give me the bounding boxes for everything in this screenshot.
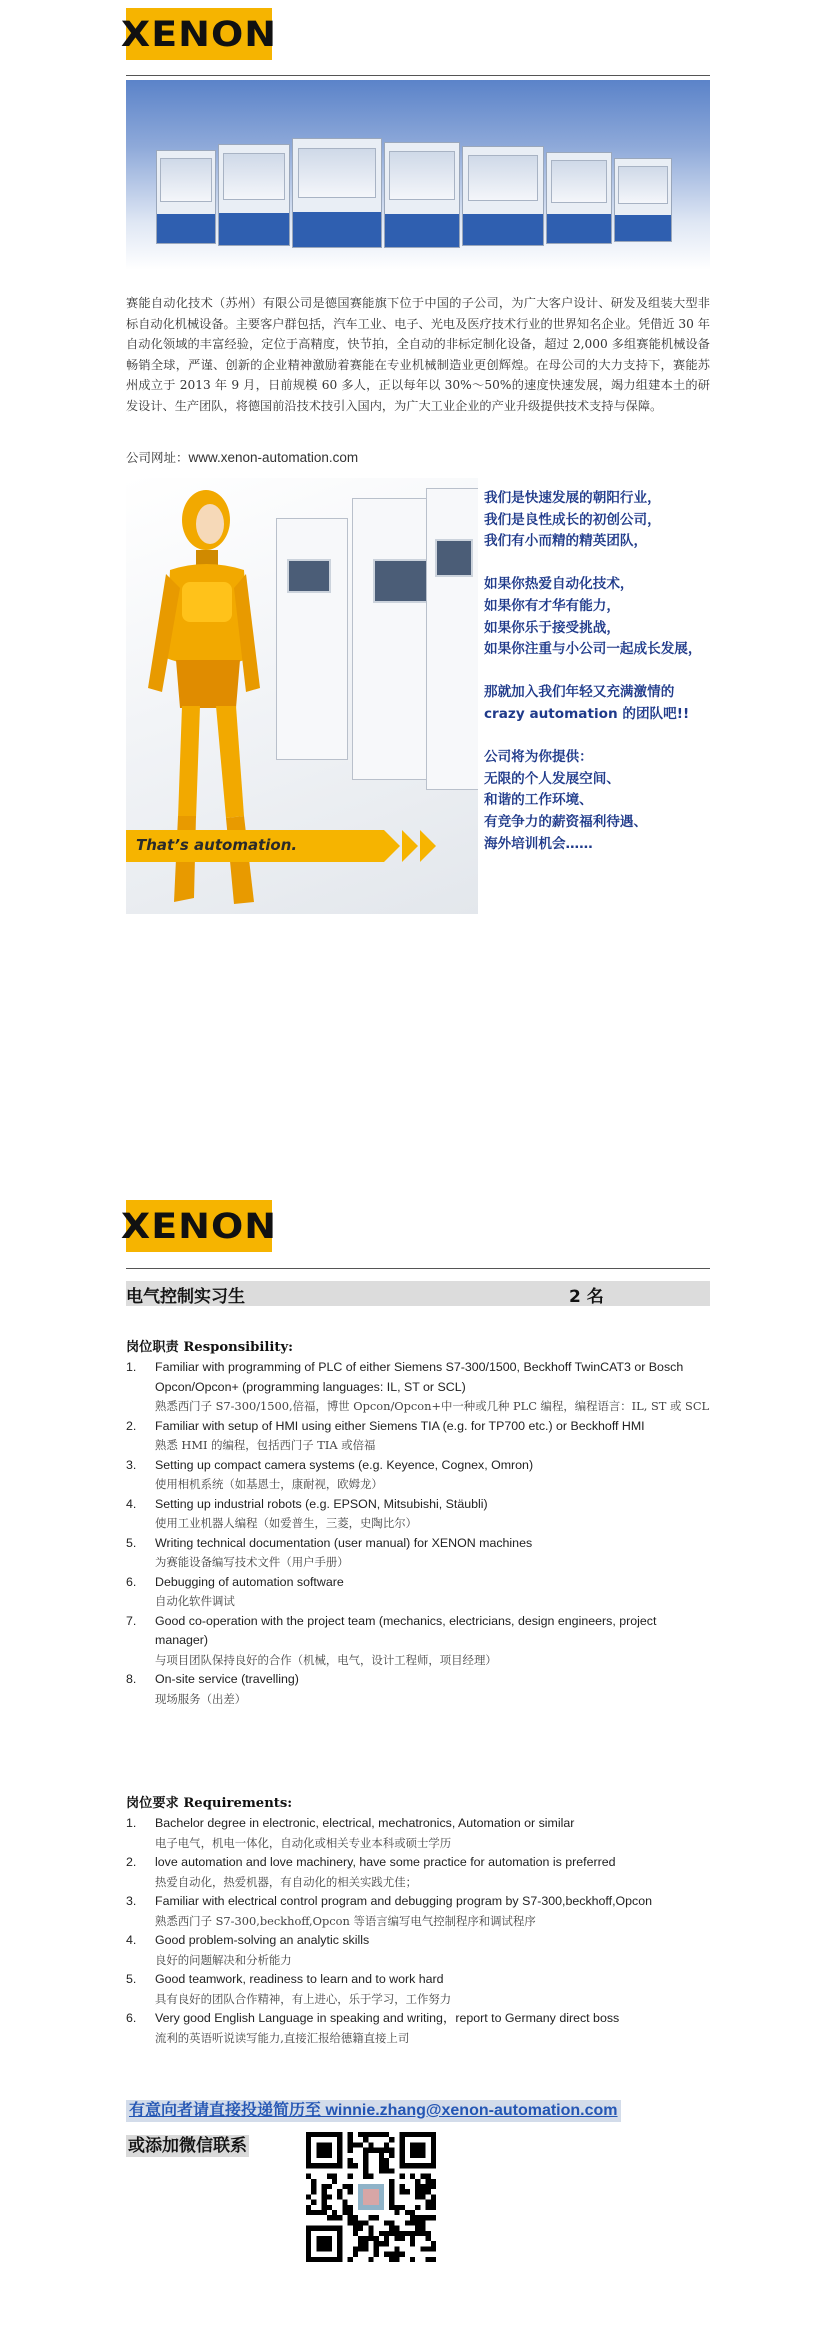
list-item — [126, 1814, 710, 1853]
machine-unit — [462, 146, 544, 246]
requirements-heading: 岗位要求 Requirements: — [126, 1796, 293, 1811]
pitch-gap — [484, 726, 710, 748]
item-chinese: 热爱自动化，热爱机器，有自动化的相关实践尤佳； — [155, 1874, 417, 1889]
list-item — [126, 1417, 710, 1456]
company-intro: 赛能自动化技术（苏州）有限公司是德国赛能旗下位于中国的子公司，为广大客户设计、研发及组装大型非标自动化机械设备。主要客户群包括，汽车工业、电子、光电及医疗技术行业的世界知名企业。凭借近 30 年自动化领域的丰富经验，定位于高精度，快节拍，全自动的非标定制化设备，超过 2,000 多组赛能机械设备畅销全球，严谨、创新的企业精神激励着赛能在专业机械制造业更创辉煌。在母公司的大力支持下，赛能苏州成立于 2013 年 9 月，日前规模 60 多人，正以每年以 30%～50%的速度快速发展，竭力组建本土的研发设计、生产团队，将德国前沿技术技引入国内，为广大工业企业的产业升级提供技术支持与保障。 — [126, 296, 710, 413]
list-item — [126, 1534, 710, 1573]
item-english: Setting up industrial robots (e.g. EPSON, Mitsubishi, Stäubli) — [155, 1496, 488, 1511]
xenon-logo — [120, 1200, 278, 1252]
item-english: Good teamwork, readiness to learn and to work hard — [155, 1972, 444, 1986]
item-number: 4. — [126, 1496, 137, 1511]
requirements-list — [126, 1814, 710, 2048]
pitch-line: 如果你注重与小公司一起成长发展， — [484, 641, 702, 658]
xenon-logo — [120, 8, 278, 60]
machine-unit — [614, 158, 672, 242]
pitch-line: 无限的个人发展空间、 — [484, 770, 620, 787]
list-item — [126, 1358, 710, 1417]
list-item — [126, 1970, 710, 2009]
robot-factory-image — [126, 478, 478, 914]
item-english: Setting up compact camera systems (e.g. Keyence, Cognex, Omron) — [155, 1457, 534, 1472]
item-chinese: 具有良好的团队合作精神，有上进心，乐于学习，工作努力 — [155, 1991, 452, 2006]
wechat-contact-label: 或添加微信联系 — [128, 2136, 247, 2156]
list-item — [126, 1931, 710, 1970]
item-number: 1. — [126, 1360, 137, 1374]
item-number: 3. — [126, 1894, 137, 1908]
item-english: Good problem-solving an analytic skills — [155, 1933, 370, 1947]
item-chinese: 流利的英语听说读写能力,直接汇报给德籍直接上司 — [155, 2030, 410, 2045]
machine-unit — [292, 138, 382, 248]
item-number: 4. — [126, 1933, 137, 1947]
machine-unit — [218, 144, 290, 246]
logo-text: XENON — [120, 13, 278, 55]
header-rule — [126, 1268, 710, 1269]
item-chinese: 熟悉西门子 S7-300/1500,倍福，博世 Opcon/Opcon+中一种或几种 PLC 编程，编程语言：IL, ST 或 SCL — [155, 1399, 710, 1413]
item-chinese: 自动化软件调试 — [155, 1594, 235, 1608]
pitch-line: 和谐的工作环境、 — [484, 792, 593, 809]
item-number: 8. — [126, 1672, 137, 1686]
list-item — [126, 1495, 710, 1534]
pitch-line: 如果你有才华有能力， — [484, 597, 620, 614]
recruit-pitch — [484, 488, 710, 855]
item-english: Familiar with programming of PLC of either Siemens S7-300/1500, Beckhoff TwinCAT3 or Bosch Opcon/Opcon+ (programming languages: IL, ST or SCL) — [155, 1360, 684, 1394]
item-chinese: 使用工业机器人编程（如爱普生，三菱，史陶比尔） — [155, 1516, 417, 1530]
item-english: Very good English Language in speaking and writing，report to Germany direct boss — [155, 2011, 620, 2025]
item-number: 2. — [126, 1855, 137, 1869]
list-item — [126, 1612, 710, 1671]
pitch-line: 我们有小而精的精英团队， — [484, 533, 648, 550]
responsibility-heading: 岗位职责 Responsibility: — [126, 1340, 294, 1355]
item-english: love automation and love machinery, have some practice for automation is preferred — [155, 1855, 616, 1869]
pitch-line: 如果你热爱自动化技术， — [484, 576, 634, 593]
item-chinese: 电子电气，机电一体化，自动化或相关专业本科或硕士学历 — [155, 1835, 452, 1850]
pitch-line: 海外培训机会…… — [484, 835, 593, 852]
item-number: 7. — [126, 1613, 137, 1628]
item-english: Familiar with setup of HMI using either Siemens TIA (e.g. for TP700 etc.) or Beckhoff HMI — [155, 1418, 645, 1433]
item-chinese: 使用相机系统（如基恩士，康耐视，欧姆龙） — [155, 1477, 383, 1491]
item-chinese: 与项目团队保持良好的合作（机械，电气，设计工程师，项目经理） — [155, 1652, 497, 1667]
machine-unit — [546, 152, 612, 244]
pitch-line: 那就加入我们年轻又充满激情的crazy automation 的团队吧!! — [484, 684, 690, 722]
list-item — [126, 1670, 710, 1709]
chevron-right-icon — [402, 830, 418, 862]
item-english: Familiar with electrical control program and debugging program by S7-300,beckhoff,Opcon — [155, 1894, 653, 1908]
item-number: 6. — [126, 1574, 137, 1589]
pitch-line: 我们是快速发展的朝阳行业， — [484, 490, 661, 506]
slogan-text: That’s automation. — [136, 836, 298, 854]
item-number: 6. — [126, 2011, 137, 2025]
item-number: 3. — [126, 1457, 137, 1472]
pitch-line: 公司将为你提供： — [484, 749, 593, 766]
website-url[interactable]: www.xenon-automation.com — [188, 450, 359, 465]
machines-banner-image — [126, 80, 710, 270]
item-english: Good co-operation with the project team (mechanics, electricians, design engineers, project manager) — [155, 1613, 657, 1647]
item-chinese: 为赛能设备编写技术文件（用户手册） — [155, 1555, 349, 1569]
item-chinese: 熟悉西门子 S7-300,beckhoff,Opcon 等语言编写电气控制程序和调试程序 — [155, 1913, 536, 1928]
item-number: 5. — [126, 1535, 137, 1550]
machine-unit — [384, 142, 460, 248]
slogan-banner — [126, 830, 384, 862]
pitch-gap — [484, 661, 710, 683]
item-chinese: 良好的问题解决和分析能力 — [155, 1952, 292, 1967]
header-rule — [126, 75, 710, 76]
list-item — [126, 1456, 710, 1495]
chevron-right-icon — [384, 830, 400, 862]
apply-email-link[interactable]: 有意向者请直接投递简历至 winnie.zhang@xenon-automation.com — [126, 2100, 621, 2122]
responsibility-list — [126, 1358, 710, 1709]
website-label: 公司网址： — [126, 450, 189, 465]
item-english: Debugging of automation software — [155, 1574, 344, 1589]
pitch-gap — [484, 553, 710, 575]
item-number: 1. — [126, 1816, 137, 1830]
item-english: On-site service (travelling) — [155, 1672, 299, 1686]
pitch-line: 有竞争力的薪资福利待遇、 — [484, 813, 648, 830]
job-title: 电气控制实习生 — [126, 1287, 245, 1307]
wechat-qr-code-icon — [306, 2132, 436, 2262]
machine-unit — [156, 150, 216, 244]
job-headcount: 2 名 — [569, 1287, 604, 1307]
item-chinese: 熟悉 HMI 的编程，包括西门子 TIA 或倍福 — [155, 1438, 376, 1452]
item-number: 5. — [126, 1972, 137, 1986]
item-english: Writing technical documentation (user manual) for XENON machines — [155, 1535, 533, 1550]
pitch-line: 我们是良性成长的初创公司， — [484, 511, 661, 528]
list-item — [126, 1892, 710, 1931]
item-number: 2. — [126, 1418, 137, 1433]
factory-machine — [426, 488, 478, 790]
company-website — [126, 448, 358, 466]
pitch-line: 如果你乐于接受挑战， — [484, 619, 620, 636]
list-item — [126, 1853, 710, 1892]
logo-text: XENON — [120, 1205, 278, 1247]
item-chinese: 现场服务（出差） — [155, 1691, 247, 1706]
list-item — [126, 1573, 710, 1612]
chevron-right-icon — [420, 830, 436, 862]
list-item — [126, 2009, 710, 2048]
item-english: Bachelor degree in electronic, electrical, mechatronics, Automation or similar — [155, 1816, 575, 1830]
